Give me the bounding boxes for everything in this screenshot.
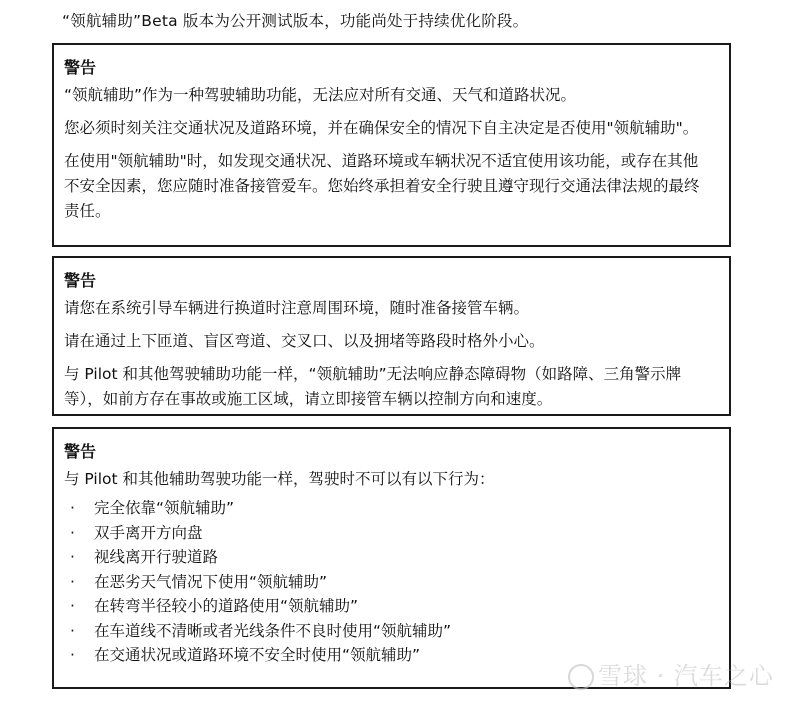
bullet-icon: · [70,646,75,664]
bullet-icon: · [70,572,75,591]
list-item: · 在车道线不清晰或者光线条件不良时使用“领航辅助” [64,619,729,644]
warning-box-3 [52,427,731,689]
bullet-icon: · [70,523,75,542]
watermark-text: 雪球 · 汽车之心 [598,662,774,690]
snowball-logo-icon [568,664,594,690]
warning-paragraph: 请在通过上下匝道、盲区弯道、交叉口、以及拥堵等路段时格外小心。 [64,332,545,350]
warning-title: 警告 [64,58,97,77]
warning-box-1 [52,43,731,247]
bullet-icon: · [70,548,75,566]
warning-paragraph: “领航辅助”作为一种驾驶辅助功能，无法应对所有交通、天气和道路状况。 [64,86,577,104]
list-item: · 完全依靠“领航辅助” [64,496,729,521]
warning-paragraph: 请您在系统引导车辆进行换道时注意周围环境，随时准备接管车辆。 [64,299,530,317]
prohibited-actions-list [64,496,729,668]
bullet-icon: · [70,621,75,640]
list-item: · 在转弯半径较小的道路使用“领航辅助” [64,594,729,619]
warning-title: 警告 [64,271,97,290]
warning-intro: 与 Pilot 和其他辅助驾驶功能一样，驾驶时不可以有以下行为： [64,470,495,488]
warning-paragraph: 与 Pilot 和其他驾驶辅助功能一样，“领航辅助”无法响应静态障碍物（如路障、三角警示牌等），如前方存在事故或施工区域，请立即接管车辆以控制方向和速度。 [64,365,682,408]
list-item: · 在交通状况或道路环境不安全时使用“领航辅助” [64,643,729,668]
list-item: · 在恶劣天气情况下使用“领航辅助” [64,570,729,595]
bullet-icon: · [70,499,75,517]
bullet-icon: · [70,597,75,615]
watermark [568,656,774,691]
list-item: · 视线离开行驶道路 [64,545,729,570]
warning-title: 警告 [64,442,97,461]
list-item: · 双手离开方向盘 [64,521,729,546]
warning-box-2 [52,256,731,416]
warning-paragraph: 您必须时刻关注交通状况及道路环境，并在确保安全的情况下自主决定是否使用"领航辅助"。 [64,119,699,137]
warning-paragraph: 在使用"领航辅助"时，如发现交通状况、道路环境或车辆状况不适宜使用该功能，或存在其他不安全因素，您应随时准备接管爱车。您始终承担着安全行驶且遵守现行交通法律法规的最终责任。 [64,152,700,220]
intro-text: “领航辅助”Beta 版本为公开测试版本，功能尚处于持续优化阶段。 [62,12,529,30]
